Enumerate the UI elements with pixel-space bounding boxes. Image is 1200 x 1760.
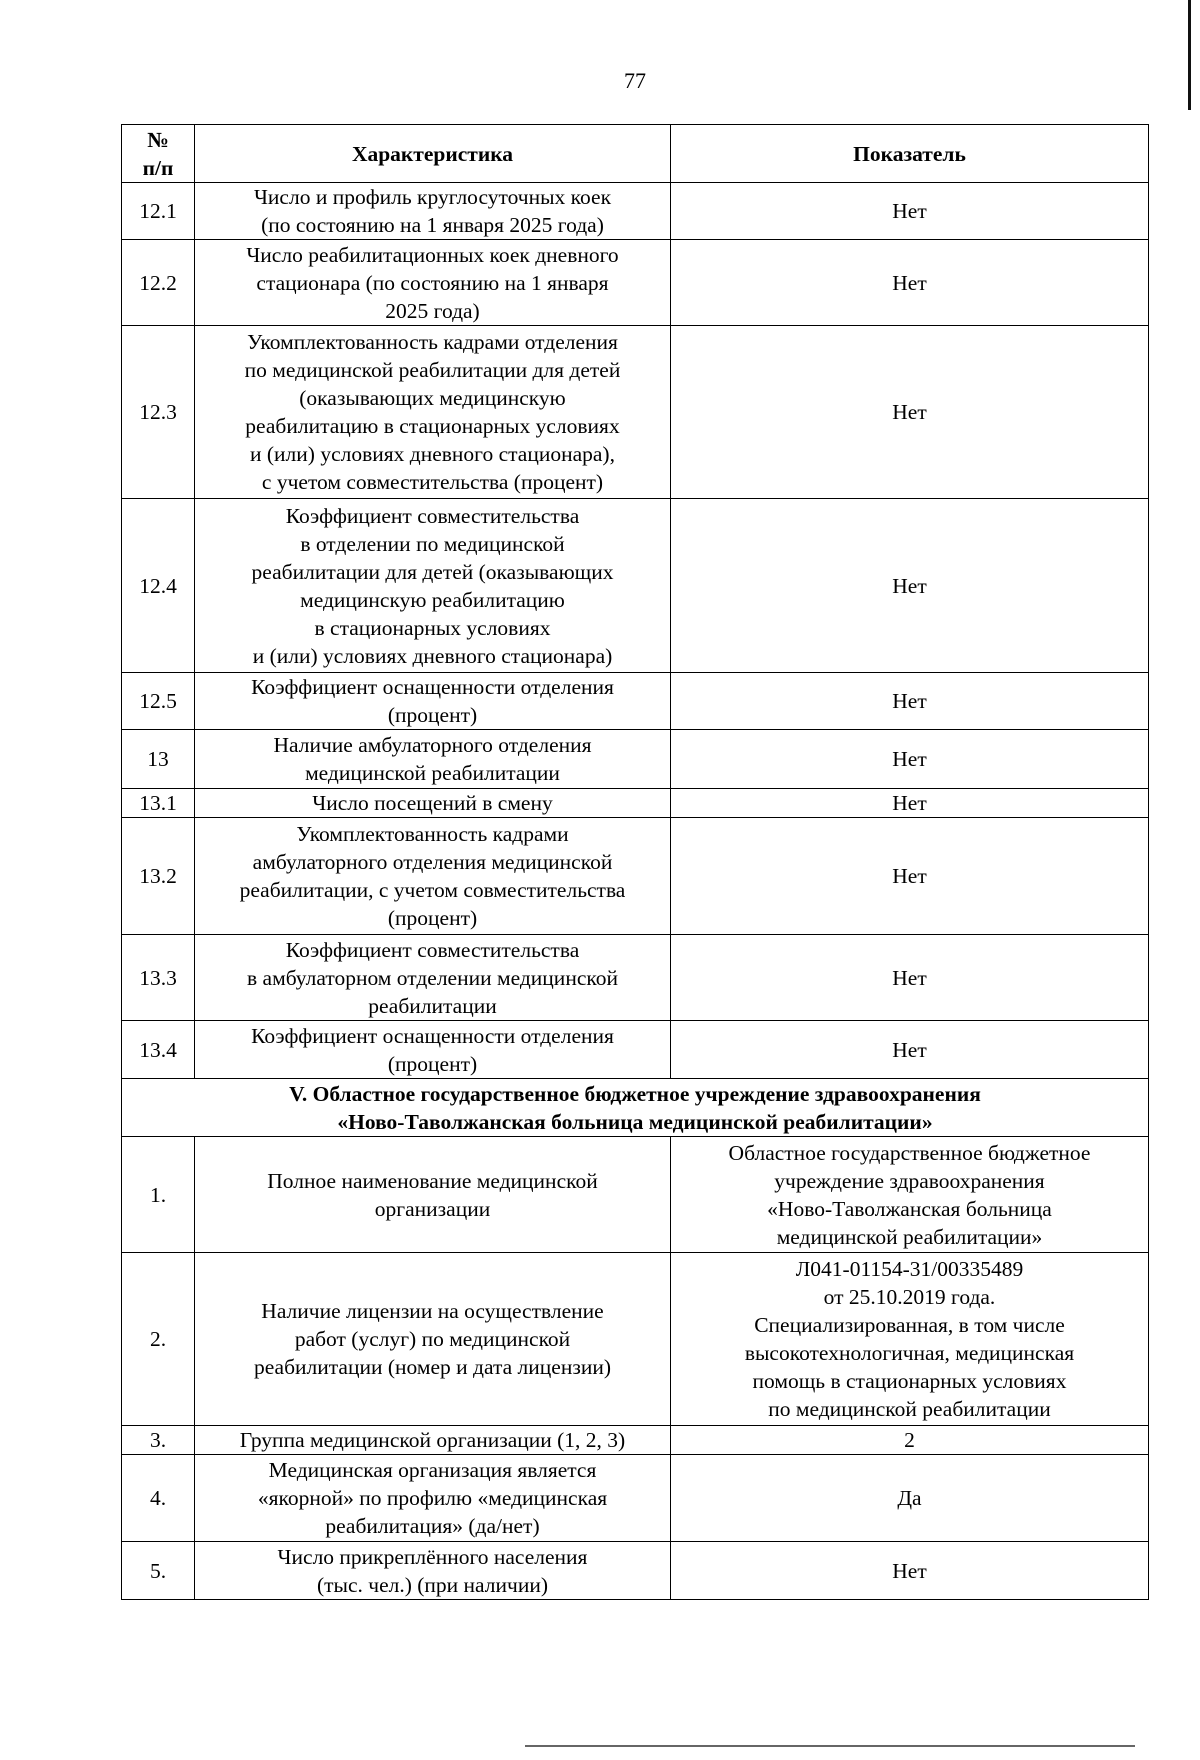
table-row: [122, 1021, 1149, 1079]
cell-num: 12.4: [122, 499, 195, 673]
table-row: [122, 1455, 1149, 1542]
cell-characteristic: Медицинская организация является «якорной» по профилю «медицинская реабилитация» (да/нет): [195, 1455, 671, 1542]
scan-edge-line: [1188, 0, 1191, 110]
header-value: Показатель: [671, 125, 1149, 183]
cell-num: 13.4: [122, 1021, 195, 1079]
cell-characteristic: Полное наименование медицинской организации: [195, 1137, 671, 1253]
cell-num: 13.3: [122, 935, 195, 1021]
table-row: [122, 673, 1149, 730]
cell-characteristic: Коэффициент оснащенности отделения (процент): [195, 1021, 671, 1079]
cell-characteristic: Число посещений в смену: [195, 789, 671, 818]
table-row: [122, 1542, 1149, 1600]
table-row: [122, 499, 1149, 673]
cell-value: Нет: [671, 730, 1149, 789]
cell-value: Нет: [671, 183, 1149, 240]
cell-num: 5.: [122, 1542, 195, 1600]
cell-value: Областное государственное бюджетное учреждение здравоохранения «Ново-Таволжанская больница медицинской реабилитации»: [671, 1137, 1149, 1253]
table-body-part2: [122, 1137, 1149, 1600]
cell-value: Л041-01154-31/00335489 от 25.10.2019 года. Специализированная, в том числе высокотехнологичная, медицинская помощь в стационарных условиях по медицинской реабилитации: [671, 1253, 1149, 1426]
table-row: [122, 1253, 1149, 1426]
table-row: [122, 1426, 1149, 1455]
table-row: [122, 1137, 1149, 1253]
page-number: 77: [624, 68, 646, 93]
cell-value: 2: [671, 1426, 1149, 1455]
cell-characteristic: Число реабилитационных коек дневного стационара (по состоянию на 1 января 2025 года): [195, 240, 671, 326]
cell-value: Нет: [671, 1542, 1149, 1600]
table-row: [122, 240, 1149, 326]
cell-value: Нет: [671, 818, 1149, 935]
cell-value: Нет: [671, 935, 1149, 1021]
indicators-table: [121, 124, 1149, 1600]
cell-num: 2.: [122, 1253, 195, 1426]
table-body-part1: [122, 183, 1149, 1079]
header-num: № п/п: [122, 125, 195, 183]
table-row: [122, 935, 1149, 1021]
cell-value: Нет: [671, 1021, 1149, 1079]
cell-characteristic: Наличие лицензии на осуществление работ (услуг) по медицинской реабилитации (номер и дата лицензии): [195, 1253, 671, 1426]
section-title: V. Областное государственное бюджетное учреждение здравоохранения «Ново-Таволжанская больница медицинской реабилитации»: [122, 1079, 1149, 1137]
cell-value: Нет: [671, 789, 1149, 818]
cell-value: Нет: [671, 673, 1149, 730]
cell-num: 12.5: [122, 673, 195, 730]
table-header-row: [122, 125, 1149, 183]
table-row: [122, 818, 1149, 935]
table-row: [122, 183, 1149, 240]
cell-characteristic: Наличие амбулаторного отделения медицинской реабилитации: [195, 730, 671, 789]
cell-num: 12.3: [122, 326, 195, 499]
cell-num: 12.2: [122, 240, 195, 326]
cell-characteristic: Группа медицинской организации (1, 2, 3): [195, 1426, 671, 1455]
table-row: [122, 789, 1149, 818]
cell-num: 13.2: [122, 818, 195, 935]
cell-characteristic: Коэффициент оснащенности отделения (процент): [195, 673, 671, 730]
cell-characteristic: Число и профиль круглосуточных коек (по состоянию на 1 января 2025 года): [195, 183, 671, 240]
cell-characteristic: Укомплектованность кадрами амбулаторного отделения медицинской реабилитации, с учетом совместительства (процент): [195, 818, 671, 935]
cell-num: 4.: [122, 1455, 195, 1542]
cell-value: Нет: [671, 326, 1149, 499]
cell-num: 3.: [122, 1426, 195, 1455]
cell-value: Нет: [671, 240, 1149, 326]
cell-value: Да: [671, 1455, 1149, 1542]
cell-num: 1.: [122, 1137, 195, 1253]
scan-bottom-line: [525, 1745, 1135, 1747]
table-row: [122, 326, 1149, 499]
cell-num: 12.1: [122, 183, 195, 240]
table-section: [122, 1079, 1149, 1137]
cell-value: Нет: [671, 499, 1149, 673]
cell-characteristic: Число прикреплённого населения (тыс. чел.) (при наличии): [195, 1542, 671, 1600]
table-row: [122, 730, 1149, 789]
cell-characteristic: Коэффициент совместительства в амбулаторном отделении медицинской реабилитации: [195, 935, 671, 1021]
header-characteristic: Характеристика: [195, 125, 671, 183]
cell-num: 13: [122, 730, 195, 789]
cell-characteristic: Коэффициент совместительства в отделении по медицинской реабилитации для детей (оказывающих медицинскую реабилитацию в стационарных условиях и (или) условиях дневного стационара): [195, 499, 671, 673]
cell-num: 13.1: [122, 789, 195, 818]
cell-characteristic: Укомплектованность кадрами отделения по медицинской реабилитации для детей (оказывающих медицинскую реабилитацию в стационарных условиях и (или) условиях дневного стационара), с учетом совместительства (процент): [195, 326, 671, 499]
section-row: [122, 1079, 1149, 1137]
